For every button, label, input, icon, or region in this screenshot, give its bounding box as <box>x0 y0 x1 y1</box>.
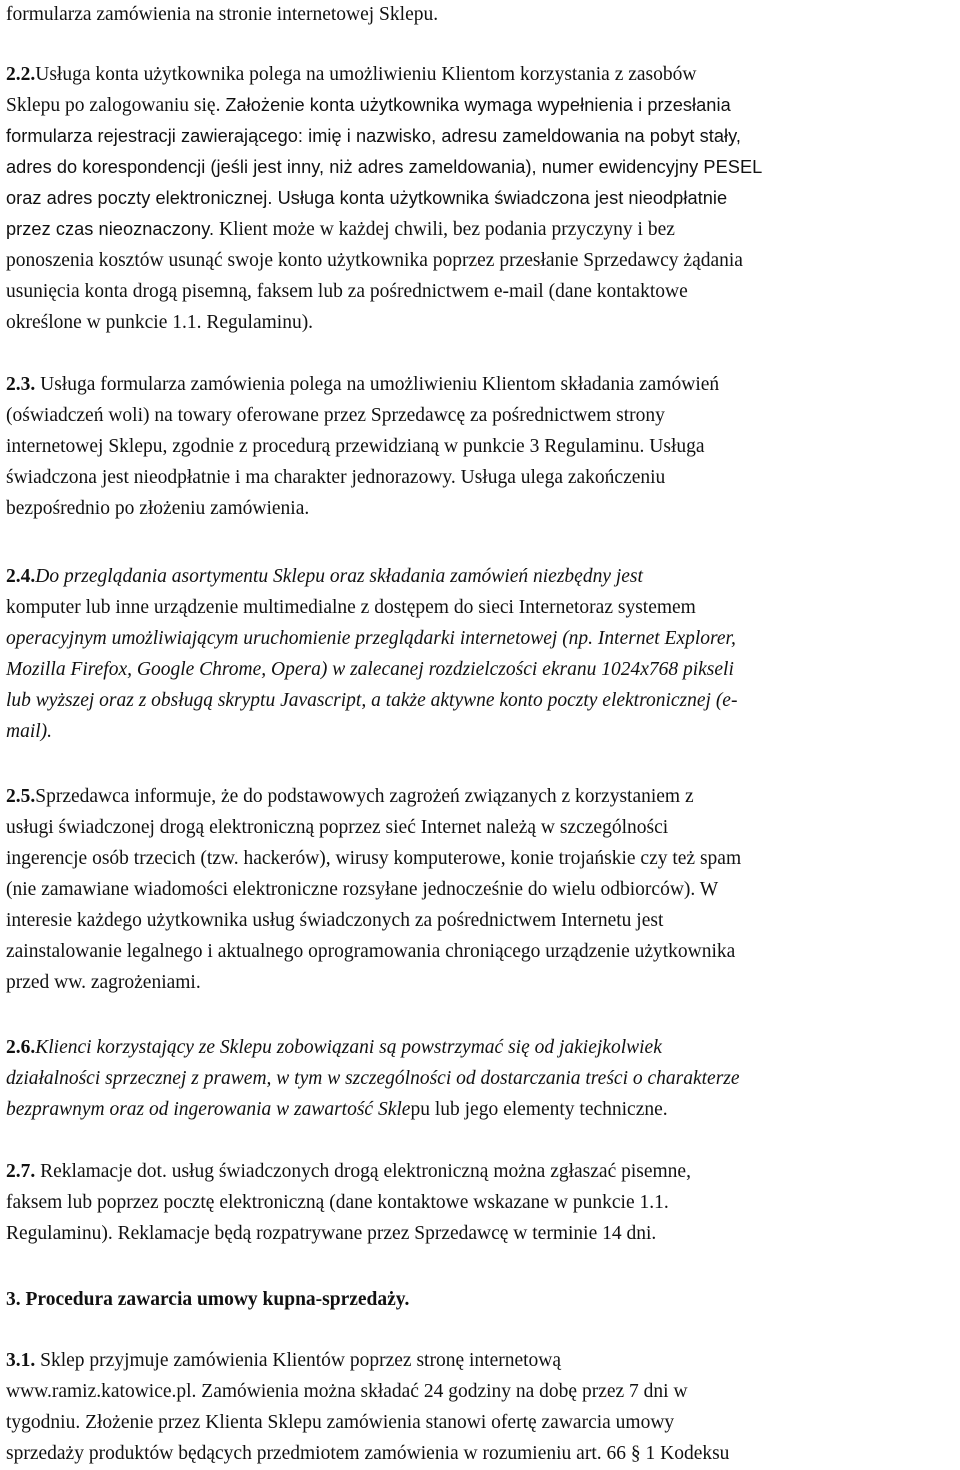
paragraph-2-7-text: Reklamacje dot. usług świadczonych drogą elektroniczną można zgłaszać pisemne, faksem lub poprzez pocztę elektroniczną (dane kontaktowe wskazane w punkcie 1.1. Regulaminu). Reklamacje będą rozpatrywane przez Sprzedawcę w terminie 14 dni. <box>6 1161 691 1244</box>
paragraph-2-4-text-a: Do przeglądania asortymentu Sklepu oraz składania zamówień niezbędny jest <box>35 566 643 587</box>
section-number-2-5: 2.5. <box>6 786 36 807</box>
paragraph-2-3 <box>6 369 956 524</box>
paragraph-2-2-text-a: Usługa konta użytkownika polega na umożliwieniu Klientom korzystania z zasobów Sklepu po zalogowaniu się. <box>6 64 697 116</box>
section-number-2-3: 2.3. <box>6 374 36 395</box>
section-number-2-7: 2.7. <box>6 1161 36 1182</box>
paragraph-2-6 <box>6 1032 956 1125</box>
paragraph-2-7 <box>6 1156 956 1249</box>
paragraph-3-1 <box>6 1345 956 1469</box>
paragraph-2-4-text-c: operacyjnym umożliwiającym uruchomienie przeglądarki internetowej (np. Internet Explorer, Mozilla Firefox, Google Chrome, Opera) w zalecanej rozdzielczości ekranu 1024x768 pikseli lub wyższej oraz z obsługą skryptu Javascript, a także aktywne konto poczty elektronicznej (e- mail). <box>6 628 738 742</box>
paragraph-2-5 <box>6 781 956 998</box>
paragraph-2-6-text-a: Klienci korzystający ze Sklepu zobowiązani są powstrzymać się od jakiejkolwiek działalności sprzecznej z prawem, w tym w szczególności od dostarczania treści o charakterze bezprawnym oraz od ingerowania w zawartość Skle <box>6 1037 740 1120</box>
paragraph-2-4-text-b: komputer lub inne urządzenie multimedialne z dostępem do sieci Internetoraz systemem <box>6 597 696 618</box>
paragraph-2-5-text: Sprzedawca informuje, że do podstawowych zagrożeń związanych z korzystaniem z usługi świadczonej drogą elektroniczną poprzez sieć Internet należą w szczególności ingerencje osób trzecich (tzw. hackerów), wirusy komputerowe, konie trojańskie czy też spam (nie zamawiane wiadomości elektroniczne rozsyłane jednocześnie do wielu odbiorców). W interesie każdego użytkownika usług świadczonych za pośrednictwem Internetu jest zainstalowanie legalnego i aktualnego oprogramowania chroniącego urządzenie użytkownika przed ww. zagrożeniami. <box>6 786 742 993</box>
paragraph-2-6-text-b: pu lub jego elementy techniczne. <box>410 1099 668 1120</box>
paragraph-2-2-text-b: Założenie konta użytkownika wymaga wypełnienia i przesłania formularza rejestracji zawierającego: imię i nazwisko, adresu zameldowania na pobyt stały, adres do korespondencji (jeśli jest inny, niż adres zameldowania), numer ewidencyjny PESEL oraz adres poczty elektronicznej. <box>6 95 763 208</box>
section-heading-3 <box>6 1284 956 1315</box>
paragraph-2-3-text: Usługa formularza zamówienia polega na umożliwieniu Klientom składania zamówień (oświadczeń woli) na towary oferowane przez Sprzedawcę za pośrednictwem strony internetowej Sklepu, zgodnie z procedurą przewidzianą w punkcie 3 Regulaminu. Usługa świadczona jest nieodpłatnie i ma charakter jednorazowy. Usługa ulega zakończeniu bezpośrednio po złożeniu zamówienia. <box>6 374 720 519</box>
paragraph-2-2-text-c: Usługa konta użytkownika świadczona jest nieodpłatnie przez czas nieoznaczony. <box>6 188 728 239</box>
paragraph-3-1-text: Sklep przyjmuje zamówienia Klientów poprzez stronę internetową www.ramiz.katowice.pl. Zamówienia można składać 24 godziny na dobę przez 7 dni w tygodniu. Złożenie przez Klienta Sklepu zamówienia stanowi ofertę zawarcia umowy sprzedaży produktów będących przedmiotem zamówienia w rozumieniu art. 66 § 1 Kodeksu <box>6 1350 730 1464</box>
section-number-2-2: 2.2. <box>6 64 36 85</box>
section-number-3-1: 3.1. <box>6 1350 36 1371</box>
section-heading-3-text: 3. Procedura zawarcia umowy kupna-sprzedaży. <box>6 1289 410 1310</box>
paragraph-2-2-text-d: Klient może w każdej chwili, bez podania przyczyny i bez ponoszenia kosztów usunąć swoje konto użytkownika poprzez przesłanie Sprzedawcy żądania usunięcia konta drogą pisemną, faksem lub za pośrednictwem e-mail (dane kontaktowe określone w punkcie 1.1. Regulaminu). <box>6 219 743 333</box>
intro-text: formularza zamówienia na stronie internetowej Sklepu. <box>6 4 439 25</box>
paragraph-2-4 <box>6 561 956 747</box>
paragraph-2-2 <box>6 59 956 338</box>
section-number-2-6: 2.6. <box>6 1037 36 1058</box>
section-number-2-4: 2.4. <box>6 566 36 587</box>
paragraph-intro <box>6 0 956 30</box>
